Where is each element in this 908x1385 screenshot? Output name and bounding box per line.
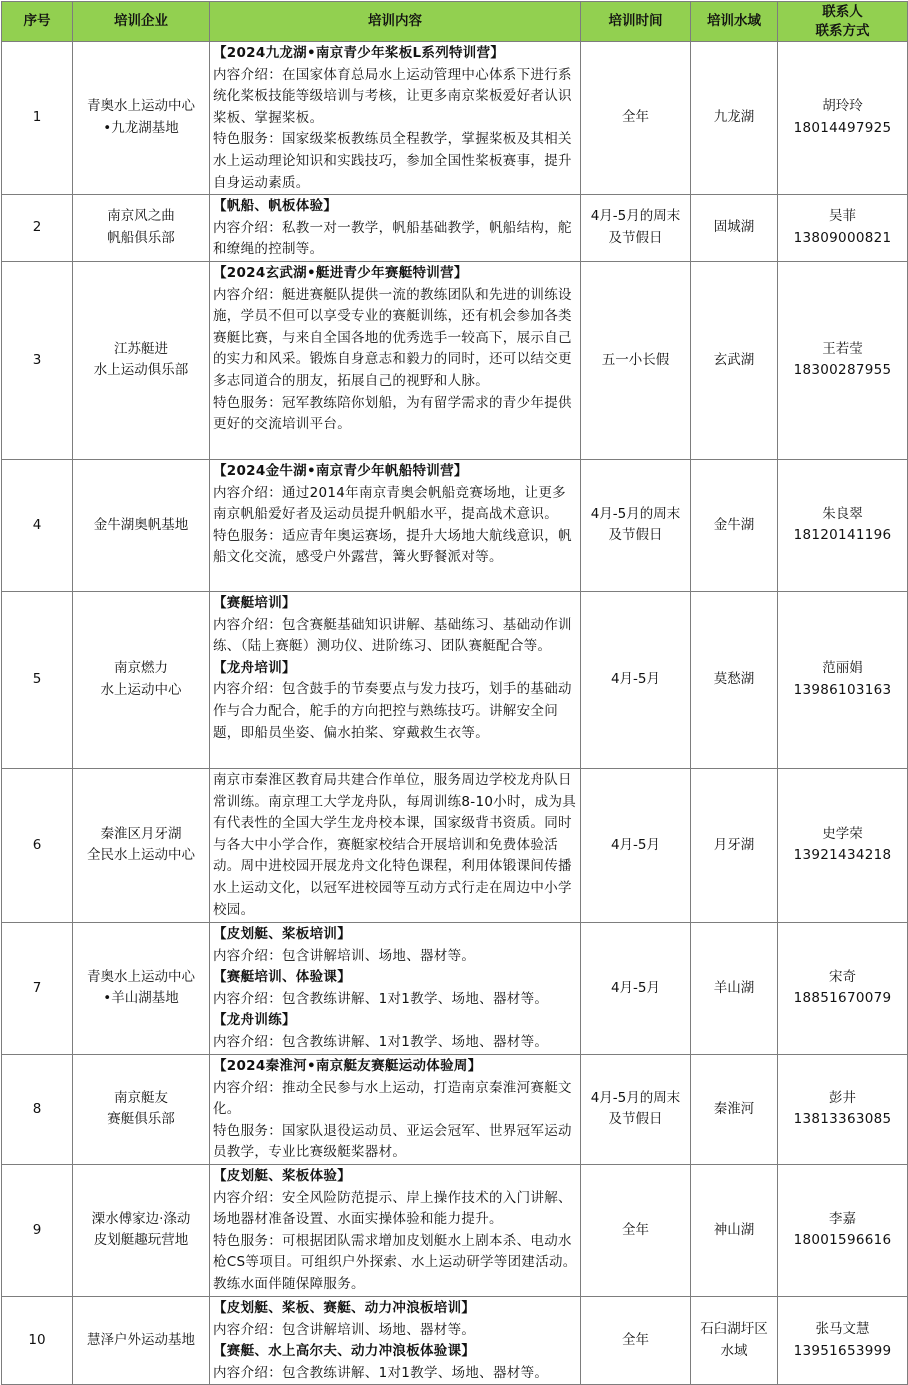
row-company [73, 42, 210, 195]
content-heading: 【帆船、帆板体验】 [213, 198, 338, 215]
row-contact [778, 1296, 908, 1384]
row-time [581, 261, 691, 459]
company-line: 江苏艇进 [114, 340, 168, 357]
contact-phone: 18001596616 [793, 1232, 892, 1249]
row-content [210, 1164, 581, 1296]
contact-name: 彭井 [829, 1089, 856, 1106]
contact-name: 吴菲 [829, 208, 856, 225]
company-line: 南京风之曲 [107, 208, 175, 225]
contact-phone: 18300287955 [793, 362, 892, 379]
content-text: 内容介绍：艇进赛艇队提供一流的教练团队和先进的训练设施，学员不但可以享受专业的赛艇训练，还有机会参加各类赛艇比赛，与来自全国各地的优秀选手一较高下，展示自己的实力和风采。锻炼自身意志和毅力的同时，还可以结交更多志同道合的朋友，拓展自己的视野和人脉。 [213, 286, 572, 389]
content-heading: 【龙舟训练】 [213, 1012, 296, 1029]
row-company [73, 1296, 210, 1384]
time-line: 4月-5月 [610, 836, 661, 853]
content-heading: 【赛艇、水上高尔夫、动力冲浪板体验课】 [213, 1343, 476, 1360]
row-water [691, 591, 778, 768]
time-line: 及节假日 [608, 1111, 663, 1128]
time-line: 全年 [622, 109, 649, 126]
content-text: 内容介绍：包含教练讲解、1对1教学、场地、器材等。 [213, 990, 549, 1007]
row-time [581, 768, 691, 922]
water-line: 秦淮河 [713, 1100, 755, 1117]
row-company [73, 1054, 210, 1164]
water-line: 月牙湖 [713, 836, 755, 853]
contact-phone: 13986103163 [793, 681, 892, 698]
content-heading: 【2024玄武湖•艇进青少年赛艇特训营】 [213, 264, 468, 281]
content-heading: 【皮划艇、桨板体验】 [213, 1167, 351, 1184]
company-line: •羊山湖基地 [103, 990, 179, 1007]
row-contact [778, 42, 908, 195]
row-company [73, 768, 210, 922]
row-water [691, 922, 778, 1054]
row-contact [778, 1164, 908, 1296]
content-text: 特色服务：国家队退役运动员、亚运会冠军、世界冠军运动员教学，专业比赛级艇桨器材。 [213, 1122, 572, 1161]
content-text: 内容介绍：包含教练讲解、1对1教学、场地、器材等。 [213, 1364, 549, 1381]
content-text: 内容介绍：包含鼓手的节奏要点与发力技巧，划手的基础动作与合力配合，舵手的方向把控与熟练技巧。讲解安全问题，即船员坐姿、偏水拍桨、穿戴救生衣等。 [213, 681, 572, 741]
content-heading: 【皮划艇、桨板、赛艇、动力冲浪板培训】 [213, 1299, 476, 1316]
contact-name: 李嘉 [829, 1210, 856, 1227]
contact-name: 宋奇 [829, 968, 856, 985]
content-text: 内容介绍：推动全民参与水上运动，打造南京秦淮河赛艇文化。 [213, 1079, 572, 1118]
row-water [691, 1054, 778, 1164]
contact-name: 范丽娟 [822, 660, 863, 677]
company-line: 皮划艇趣玩营地 [93, 1232, 189, 1249]
row-company [73, 261, 210, 459]
row-index: 10 [2, 1296, 73, 1384]
header-contact-line2: 联系方式 [815, 22, 870, 39]
company-line: •九龙湖基地 [103, 120, 179, 137]
company-line: 帆船俱乐部 [107, 230, 175, 247]
table-row [2, 922, 908, 1054]
content-text: 特色服务：可根据团队需求增加皮划艇水上剧本杀、电动水枪CS等项目。可组织户外探索、水上运动研学等团建活动。教练水面伴随保障服务。 [213, 1232, 577, 1292]
header-index: 序号 [2, 2, 73, 42]
row-time [581, 195, 691, 262]
company-line: 全民水上运动中心 [87, 847, 195, 864]
time-line: 4月-5月 [610, 671, 661, 688]
water-line: 神山湖 [713, 1221, 755, 1238]
content-text: 内容介绍：安全风险防范提示、岸上操作技术的入门讲解、场地器材准备设置、水面实操体验和能力提升。 [213, 1189, 572, 1228]
row-water [691, 261, 778, 459]
table-body [2, 42, 908, 1385]
row-water [691, 195, 778, 262]
row-content [210, 42, 581, 195]
row-content [210, 1296, 581, 1384]
water-line: 九龙湖 [713, 109, 755, 126]
row-index: 1 [2, 42, 73, 195]
table-row [2, 1054, 908, 1164]
company-line: 南京燃力 [114, 660, 168, 677]
row-index: 9 [2, 1164, 73, 1296]
row-content [210, 1054, 581, 1164]
content-heading: 【龙舟培训】 [213, 659, 296, 676]
time-line: 及节假日 [608, 527, 663, 544]
row-index: 6 [2, 768, 73, 922]
row-index: 7 [2, 922, 73, 1054]
content-text: 内容介绍：包含赛艇基础知识讲解、基础练习、基础动作训练、（陆上赛艇）测功仪、进阶练习、团队赛艇配合等。 [213, 616, 572, 655]
table-row [2, 195, 908, 262]
table-row [2, 42, 908, 195]
contact-name: 王若莹 [822, 340, 863, 357]
row-company [73, 922, 210, 1054]
time-line: 4月-5月的周末 [590, 208, 681, 225]
row-water [691, 1164, 778, 1296]
content-text: 内容介绍：私教一对一教学，帆船基础教学，帆船结构，舵和缭绳的控制等。 [213, 219, 572, 258]
table-row [2, 768, 908, 922]
row-content [210, 922, 581, 1054]
content-heading: 【2024九龙湖•南京青少年桨板L系列特训营】 [213, 45, 505, 61]
contact-phone: 13809000821 [793, 230, 892, 247]
row-water [691, 42, 778, 195]
content-heading: 【2024金牛湖•南京青少年帆船特训营】 [213, 462, 468, 479]
content-text: 特色服务：冠军教练陪你划船，为有留学需求的青少年提供更好的交流培训平台。 [213, 394, 572, 433]
water-line: 羊山湖 [713, 979, 755, 996]
row-content [210, 195, 581, 262]
contact-phone: 13813363085 [793, 1111, 892, 1128]
row-water [691, 768, 778, 922]
training-table [1, 1, 908, 1385]
time-line: 及节假日 [608, 230, 663, 247]
water-line: 玄武湖 [713, 351, 755, 368]
row-time [581, 42, 691, 195]
row-company [73, 1164, 210, 1296]
content-text: 特色服务：适应青年奥运赛场，提升大场地大航线意识，帆船文化交流，感受户外露营，篝火野餐派对等。 [213, 527, 572, 566]
row-time [581, 1296, 691, 1384]
table-header [2, 2, 908, 42]
time-line: 4月-5月的周末 [590, 505, 681, 522]
row-content [210, 591, 581, 768]
company-line: 溧水傅家边·涤动 [91, 1210, 191, 1227]
content-heading: 【赛艇培训、体验课】 [213, 969, 351, 986]
row-contact [778, 591, 908, 768]
table-row [2, 1164, 908, 1296]
table-row [2, 459, 908, 591]
water-line: 金牛湖 [713, 516, 755, 533]
content-text: 内容介绍：在国家体育总局水上运动管理中心体系下进行系统化桨板技能等级培训与考核，让更多南京桨板爱好者认识桨板、掌握桨板。 [213, 66, 572, 126]
row-contact [778, 459, 908, 591]
row-index: 5 [2, 591, 73, 768]
header-contact [778, 2, 908, 42]
contact-phone: 18851670079 [793, 990, 892, 1007]
row-index: 2 [2, 195, 73, 262]
contact-name: 史学荣 [822, 825, 863, 842]
contact-phone: 18120141196 [793, 527, 892, 544]
contact-phone: 13951653999 [793, 1342, 892, 1359]
company-line: 金牛湖奥帆基地 [93, 516, 189, 533]
row-content [210, 261, 581, 459]
row-index: 8 [2, 1054, 73, 1164]
company-line: 青奥水上运动中心 [87, 968, 195, 985]
row-contact [778, 261, 908, 459]
row-index: 4 [2, 459, 73, 591]
content-heading: 【皮划艇、桨板培训】 [213, 925, 351, 942]
content-heading: 【2024秦淮河•南京艇友赛艇运动体验周】 [213, 1057, 482, 1074]
time-line: 全年 [622, 1331, 649, 1348]
water-line: 固城湖 [713, 219, 755, 236]
company-line: 慧泽户外运动基地 [87, 1331, 195, 1348]
company-line: 水上运动中心 [100, 681, 182, 698]
water-line: 石臼湖圩区 [700, 1321, 768, 1337]
row-contact [778, 922, 908, 1054]
water-line: 水域 [720, 1342, 748, 1359]
table-row [2, 261, 908, 459]
content-heading: 【赛艇培训】 [213, 594, 296, 611]
row-time [581, 591, 691, 768]
row-contact [778, 768, 908, 922]
row-content [210, 768, 581, 922]
company-line: 青奥水上运动中心 [87, 98, 195, 115]
time-line: 4月-5月的周末 [590, 1089, 681, 1106]
row-water [691, 1296, 778, 1384]
time-line: 4月-5月 [610, 979, 661, 996]
content-text: 内容介绍：包含讲解培训、场地、器材等。 [213, 1321, 476, 1338]
row-time [581, 1164, 691, 1296]
header-content: 培训内容 [210, 2, 581, 42]
row-contact [778, 195, 908, 262]
contact-phone: 18014497925 [793, 120, 892, 137]
header-company: 培训企业 [73, 2, 210, 42]
row-company [73, 195, 210, 262]
table-row [2, 1296, 908, 1384]
header-time: 培训时间 [581, 2, 691, 42]
company-line: 秦淮区月牙湖 [100, 825, 182, 842]
contact-name: 胡玲玲 [822, 98, 863, 115]
time-line: 全年 [622, 1221, 649, 1238]
content-text: 特色服务：国家级桨板教练员全程教学，掌握桨板及其相关水上运动理论知识和实践技巧，参加全国性桨板赛事，提升自身运动素质。 [213, 131, 572, 191]
content-text: 内容介绍：通过2014年南京青奥会帆船竞赛场地，让更多南京帆船爱好者及运动员提升帆船水平，提高战术意识。 [213, 484, 566, 523]
contact-phone: 13921434218 [793, 847, 892, 864]
contact-name: 朱良翠 [822, 505, 863, 522]
row-water [691, 459, 778, 591]
company-line: 南京艇友 [114, 1089, 168, 1106]
company-line: 水上运动俱乐部 [93, 362, 189, 379]
water-line: 莫愁湖 [713, 671, 755, 688]
row-index: 3 [2, 261, 73, 459]
row-company [73, 459, 210, 591]
header-contact-line1: 联系人 [822, 3, 863, 20]
row-company [73, 591, 210, 768]
row-time [581, 922, 691, 1054]
company-line: 赛艇俱乐部 [107, 1111, 175, 1128]
content-text: 南京市秦淮区教育局共建合作单位，服务周边学校龙舟队日常训练。南京理工大学龙舟队，每周训练8-10小时，成为具有代表性的全国大学生龙舟校本课，国家级背书资质。同时与各大中小学合作，赛艇家校结合开展培训和免费体验活动。周中进校园开展龙舟文化特色课程，利用体锻课间传播水上运动文化，以冠军进校园等互动方式行走在周边中小学校园。 [213, 771, 577, 918]
row-time [581, 1054, 691, 1164]
content-text: 内容介绍：包含教练讲解、1对1教学、场地、器材等。 [213, 1033, 549, 1050]
table-row [2, 591, 908, 768]
header-water: 培训水域 [691, 2, 778, 42]
content-text: 内容介绍：包含讲解培训、场地、器材等。 [213, 947, 476, 964]
contact-name: 张马文慧 [815, 1321, 870, 1337]
time-line: 五一小长假 [601, 351, 670, 368]
row-content [210, 459, 581, 591]
row-contact [778, 1054, 908, 1164]
row-time [581, 459, 691, 591]
